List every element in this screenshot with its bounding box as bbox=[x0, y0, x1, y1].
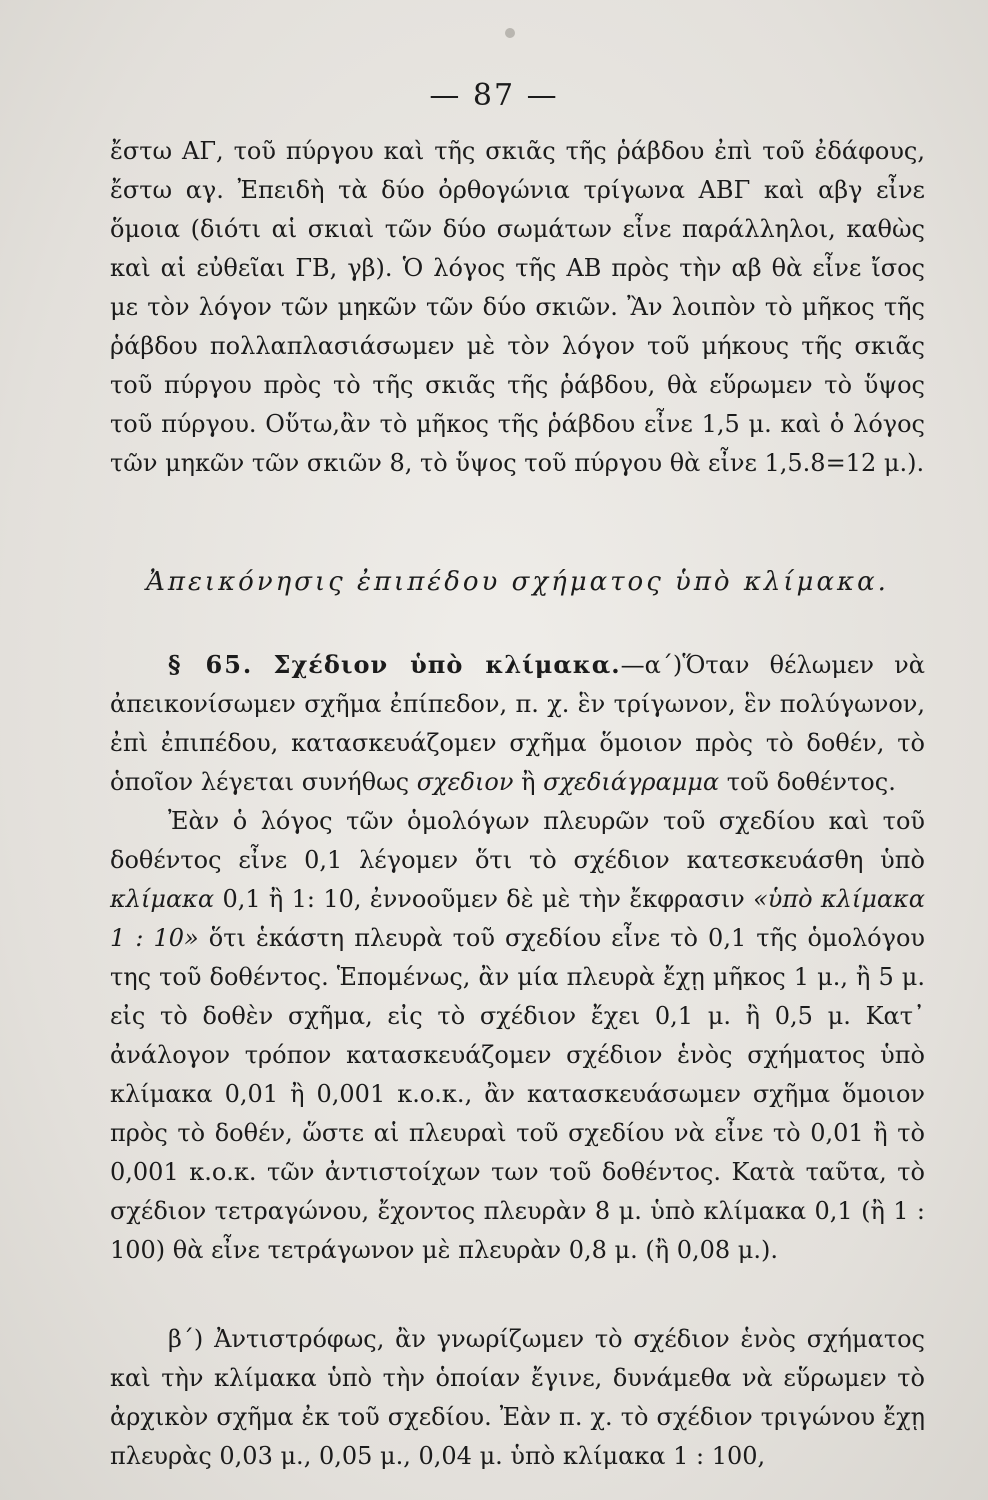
term-sxedion: σχεδιον bbox=[416, 768, 514, 796]
paragraph-scale-mid: 0,1 ἢ 1: 10, ἐννοοῦμεν δὲ μὲ τὴν ἔκφρασιν bbox=[222, 885, 745, 913]
paper-spot bbox=[505, 28, 515, 38]
section-number: § 65. bbox=[168, 650, 254, 679]
paragraph-text: ἔστω ΑΓ, τοῦ πύργου καὶ τῆς σκιᾶς τῆς ῥάβδου ἐπὶ τοῦ ἐδάφους, ἔστω αγ. Ἐπειδὴ τὰ δύο ὀρθογώνια τρίγωνα ΑΒΓ καὶ αβγ εἶνε ὅμοια (διότι αἱ σκιαὶ τῶν δύο σωμάτων εἶνε παράλληλοι, καθὼς καὶ αἱ εὐθεῖαι ΓΒ, γβ). Ὁ λόγος τῆς ΑΒ πρὸς τὴν αβ θὰ εἶνε ἴσος με τὸν λόγον τῶν μηκῶν τῶν δύο σκιῶν. Ἂν λοιπὸν τὸ μῆκος τῆς ῥάβδου πολλαπλασιάσωμεν μὲ τὸν λόγον τοῦ μήκους τῆς σκιᾶς τοῦ πύργου πρὸς τὸ τῆς σκιᾶς τῆς ῥάβδου, θὰ εὕρωμεν τὸ ὕψος τοῦ πύργου. Οὕτω,ἂν τὸ μῆκος τῆς ῥάβδου εἶνε 1,5 μ. καὶ ὁ λόγος τῶν μηκῶν τῶν σκιῶν 8, τὸ ὕψος τοῦ πύργου θὰ εἶνε 1,5.8=12 μ.). bbox=[110, 137, 925, 477]
paragraph-scale-start: Ἐὰν ὁ λόγος τῶν ὁμολόγων πλευρῶν τοῦ σχεδίου καὶ τοῦ δοθέντος εἶνε 0,1 λέγομεν ὅτι τὸ σχέδιον κατεσκευάσθη ὑπὸ bbox=[110, 807, 925, 874]
paragraph-b-block bbox=[110, 1320, 925, 1476]
term-sxediagramma: σχεδιάγραμμα bbox=[543, 768, 720, 796]
paragraph-a-lead: —α΄)Ὅταν θέλωμεν νὰ ἀπεικονίσωμεν σχῆμα ἐπίπεδον, π. χ. ἓν τρίγωνον, ἓν πολύγωνον, ἐπὶ ἐπιπέδου, κατασκευάζομεν σχῆμα ὅμοιον πρὸς τὸ δοθέν, τὸ ὁποῖον λέγεται συνήθως bbox=[110, 651, 925, 796]
paragraph-a bbox=[110, 645, 925, 802]
term-klimaka: κλίμακα bbox=[110, 885, 215, 913]
term-scale-expression: «ὑπὸ κλίμακα 1 : 10» bbox=[110, 885, 925, 952]
section-heading: Σχέδιον ὑπὸ κλίμακα. bbox=[273, 650, 621, 679]
paragraph-continued bbox=[110, 132, 925, 483]
section-65-body bbox=[110, 645, 925, 1270]
paragraph-a-tail: τοῦ δοθέντος. bbox=[726, 768, 896, 796]
page-number: — 87 — bbox=[429, 78, 559, 113]
or-word: ἢ bbox=[521, 768, 536, 796]
paragraph-scale bbox=[110, 802, 925, 1270]
paragraph-b: β΄) Ἀντιστρόφως, ἂν γνωρίζωμεν τὸ σχέδιον ἑνὸς σχήματος καὶ τὴν κλίμακα ὑπὸ τὴν ὁποίαν ἔγινε, δυνάμεθα νὰ εὕρωμεν τὸ ἀρχικὸν σχῆμα ἐκ τοῦ σχεδίου. Ἐὰν π. χ. τὸ σχέδιον τριγώνου ἔχῃ πλευρὰς 0,03 μ., 0,05 μ., 0,04 μ. ὑπὸ κλίμακα 1 : 100, bbox=[110, 1325, 925, 1470]
paragraph-scale-end: ὅτι ἑκάστη πλευρὰ τοῦ σχεδίου εἶνε τὸ 0,1 τῆς ὁμολόγου της τοῦ δοθέντος. Ἑπομένως, ἂν μία πλευρὰ ἔχῃ μῆκος 1 μ., ἢ 5 μ. εἰς τὸ δοθὲν σχῆμα, εἰς τὸ σχέδιον ἔχει 0,1 μ. ἢ 0,5 μ. Κατ᾽ ἀνάλογον τρόπον κατασκευάζομεν σχέδιον ἑνὸς σχήματος ὑπὸ κλίμακα 0,01 ἢ 0,001 κ.ο.κ., ἂν κατασκευάσωμεν σχῆμα ὅμοιον πρὸς τὸ δοθέν, ὥστε αἱ πλευραὶ τοῦ σχεδίου νὰ εἶνε τὸ 0,01 ἢ τὸ 0,001 κ.ο.κ. τῶν ἀντιστοίχων των τοῦ δοθέντος. Κατὰ ταῦτα, τὸ σχέδιον τετραγώνου, ἔχοντος πλευρὰν 8 μ. ὑπὸ κλίμακα 0,1 (ἢ 1 : 100) θὰ εἶνε τετράγωνον μὲ πλευρὰν 0,8 μ. (ἢ 0,08 μ.). bbox=[110, 924, 925, 1264]
section-title: Ἀπεικόνησις ἐπιπέδου σχήματος ὑπὸ κλίμακα. bbox=[146, 567, 889, 597]
